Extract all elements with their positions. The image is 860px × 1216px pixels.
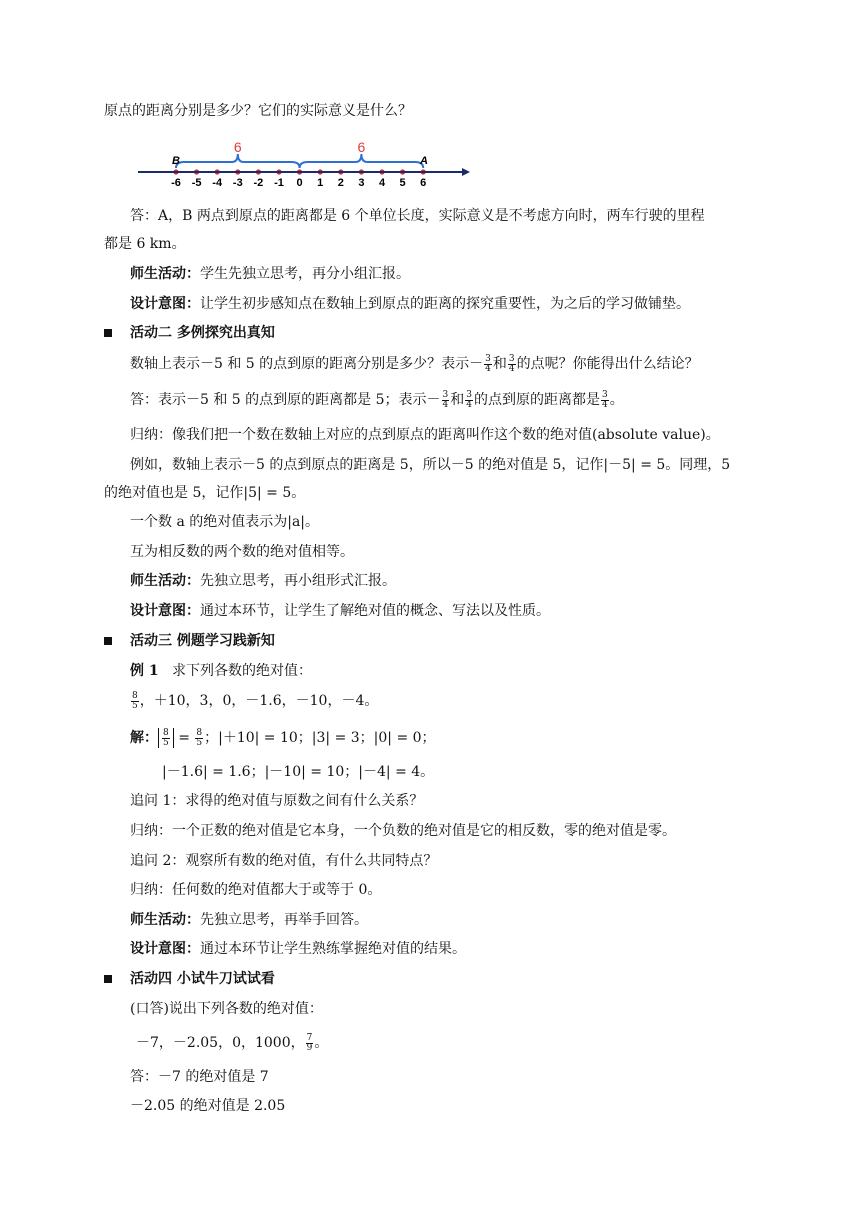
- section4-title: 活动四 小试牛刀试试看: [130, 971, 275, 987]
- section3-heading: [104, 631, 275, 651]
- section2-title: 活动二 多例探究出真知: [130, 325, 275, 341]
- followup-q2: 追问 2：观察所有数的绝对值，有什么共同特点？: [130, 853, 438, 869]
- tick-label: -3: [232, 177, 243, 186]
- bullet-square: [104, 329, 112, 337]
- tick-label: -2: [253, 177, 264, 186]
- point-b-label: B: [172, 155, 180, 167]
- tick-label: 3: [358, 177, 365, 186]
- fraction-3-4: $\frac{3}{4}$: [466, 389, 472, 410]
- abs-fraction: $\frac{8}{5}$: [158, 728, 174, 748]
- design2: 设计意图：通过本环节，让学生了解绝对值的概念、写法以及性质。: [130, 603, 550, 619]
- fraction-3-4: $\frac{3}{4}$: [602, 389, 608, 410]
- fraction-3-4: $\frac{3}{4}$: [508, 353, 515, 374]
- design3: 设计意图：通过本环节让学生熟练掌握绝对值的结果。: [130, 941, 466, 957]
- right-distance-label: 6: [357, 140, 366, 155]
- tick-label: 6: [420, 177, 427, 186]
- fraction-8-5: $\frac{8}{5}$: [132, 690, 138, 711]
- number-line-figure: [132, 140, 472, 186]
- tick-label: -6: [171, 177, 181, 186]
- number-line-arrow: [462, 168, 470, 176]
- s2-summary: 归纳：像我们把一个数在数轴上对应的点到原点的距离叫作这个数的绝对值(absolute value)。: [130, 427, 720, 443]
- summary2: 归纳：一个正数的绝对值是它本身，一个负数的绝对值是它的相反数，零的绝对值是零。: [130, 823, 676, 839]
- solution-line2: |－1.6| = 1.6；|－10| = 10；|－4| = 4。: [162, 764, 435, 780]
- activity1-text: 学生先独立思考，再分小组汇报。: [200, 266, 410, 282]
- fraction-3-4: $\frac{3}{4}$: [442, 389, 449, 410]
- section4-heading: [104, 969, 275, 989]
- s2-opposite-rule: 互为相反数的两个数的绝对值相等。: [130, 544, 354, 560]
- example1: 例 1 求下列各数的绝对值：: [130, 663, 312, 679]
- point-a-label: A: [420, 155, 428, 167]
- oral-list: －7，－2.05，0，1000， $\frac{7}{9}$ 。: [136, 1032, 329, 1053]
- activity2: 师生活动：先独立思考，再小组形式汇报。: [130, 573, 396, 589]
- answer-a: 答：－7 的绝对值是 7: [130, 1069, 269, 1085]
- solution-line1: 解： $\frac{8}{5}$ = $\frac{8}{5}$ ；|＋10| = 10；|3| = 3；|0| = 0；: [130, 727, 436, 748]
- fraction-3-4: $\frac{3}{4}$: [485, 353, 491, 374]
- activity1-label: 师生活动：: [130, 266, 200, 282]
- tick-label: -5: [191, 177, 202, 186]
- design1-label: 设计意图：: [130, 296, 200, 312]
- tick-label: -1: [274, 177, 284, 186]
- section2-heading: [104, 323, 275, 343]
- oral-instruction: (口答)说出下列各数的绝对值：: [130, 1001, 323, 1017]
- example1-list: $\frac{8}{5}$ ，＋10，3，0，－1.6，－10，－4。: [132, 690, 379, 711]
- right-brace: [300, 154, 424, 168]
- bullet-square: [104, 637, 112, 645]
- activity3: 师生活动：先独立思考，再举手回答。: [130, 912, 368, 928]
- summary3: 归纳：任何数的绝对值都大于或等于 0。: [130, 882, 382, 898]
- design1-text: 让学生初步感知点在数轴上到原点的距离的探究重要性，为之后的学习做铺垫。: [200, 296, 690, 312]
- answer-b: －2.05 的绝对值是 2.05: [130, 1098, 286, 1114]
- design1: [130, 294, 690, 314]
- followup-q1: 追问 1：求得的绝对值与原数之间有什么关系？: [130, 793, 424, 809]
- s2-abs-definition: 一个数 a 的绝对值表示为|a|。: [130, 514, 320, 530]
- left-brace: [176, 154, 300, 168]
- bullet-square: [104, 975, 112, 983]
- tick-label: 1: [317, 177, 324, 186]
- section3-title: 活动三 例题学习践新知: [130, 633, 275, 649]
- answer1-line2: 都是 6 km。: [104, 236, 186, 252]
- s2-question: 数轴上表示－5 和 5 的点到原的距离分别是多少？表示－ $\frac{3}{4}$ 和 $\frac{3}{4}$ 的点呢？你能得出什么结论？: [130, 353, 699, 374]
- fraction-8-5: $\frac{8}{5}$: [196, 727, 203, 748]
- activity1: [130, 264, 410, 284]
- tick-label: 2: [337, 177, 344, 186]
- s2-example-line1: 例如，数轴上表示－5 的点到原点的距离是 5，所以－5 的绝对值是 5，记作|－5| = 5。同理，5: [130, 457, 731, 473]
- tick-label: 0: [296, 177, 303, 186]
- tick-label: 4: [378, 177, 386, 186]
- left-distance-label: 6: [233, 140, 242, 155]
- s2-answer: 答：表示－5 和 5 的点到原的距离都是 5；表示－ $\frac{3}{4}$ 和 $\frac{3}{4}$ 的点到原的距离都是 $\frac{3}{4}$ 。: [130, 389, 624, 410]
- s2-example-line2: 的绝对值也是 5，记作|5| = 5。: [104, 485, 306, 501]
- fraction-7-9: $\frac{7}{9}$: [306, 1032, 313, 1053]
- tick-label: -4: [212, 177, 223, 186]
- intro-question: 原点的距离分别是多少？它们的实际意义是什么？: [104, 103, 412, 119]
- answer1-line1: 答：A，B 两点到原点的距离都是 6 个单位长度，实际意义是不考虑方向时，两车行驶的里程: [130, 208, 705, 224]
- tick-label: 5: [399, 177, 406, 186]
